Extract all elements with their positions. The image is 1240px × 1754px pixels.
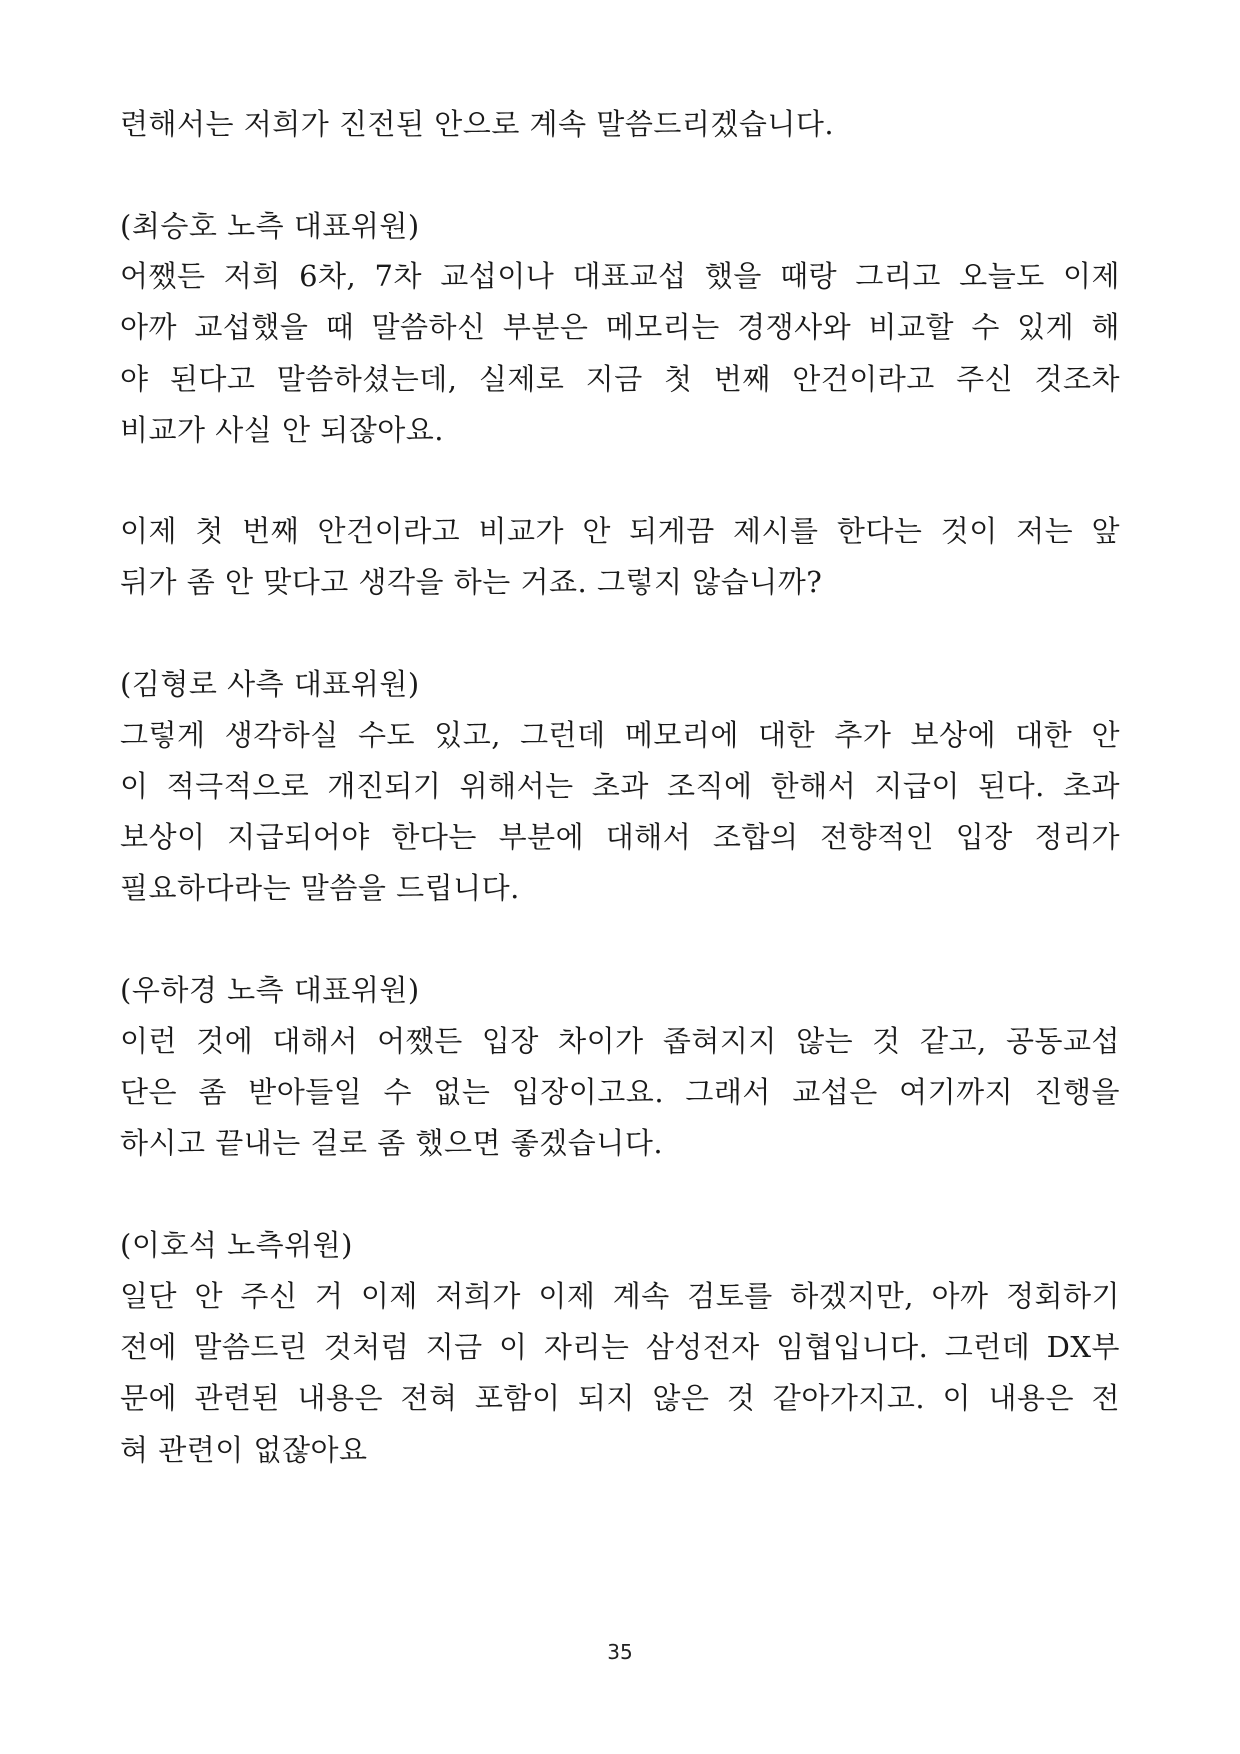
text-line: 일단 안 주신 거 이제 저희가 이제 계속 검토를 하겠지만, 아까 정회하기 [120, 1279, 1120, 1313]
text-line: 필요하다라는 말씀을 드립니다. [120, 871, 520, 905]
text-line: 이 적극적으로 개진되기 위해서는 초과 조직에 한해서 지급이 된다. 초과 [120, 769, 1120, 803]
page-number: 35 [607, 1640, 633, 1664]
text-line: 전에 말씀드린 것처럼 지금 이 자리는 삼성전자 임협입니다. 그런데 DX부 [120, 1330, 1120, 1364]
text-line: 야 된다고 말씀하셨는데, 실제로 지금 첫 번째 안건이라고 주신 것조차 [120, 362, 1120, 396]
text-line: 아까 교섭했을 때 말씀하신 부분은 메모리는 경쟁사와 비교할 수 있게 해 [120, 310, 1120, 344]
text-line: 비교가 사실 안 되잖아요. [120, 413, 445, 447]
text-line: 하시고 끝내는 걸로 좀 했으면 좋겠습니다. [120, 1126, 664, 1160]
text-line: 문에 관련된 내용은 전혀 포함이 되지 않은 것 같아가지고. 이 내용은 전 [120, 1381, 1120, 1415]
text-line: 어쨌든 저희 6차, 7차 교섭이나 대표교섭 했을 때랑 그리고 오늘도 이제 [120, 259, 1120, 293]
speaker-label: (우하경 노측 대표위원) [120, 973, 420, 1007]
speaker-label: (김형로 사측 대표위원) [120, 667, 420, 701]
speaker-label: (최승호 노측 대표위원) [120, 209, 420, 243]
speaker-label: (이호석 노측위원) [120, 1228, 353, 1262]
text-line: 혀 관련이 없잖아요 [120, 1433, 368, 1467]
text-line: 이제 첫 번째 안건이라고 비교가 안 되게끔 제시를 한다는 것이 저는 앞 [120, 514, 1120, 548]
text-line: 보상이 지급되어야 한다는 부분에 대해서 조합의 전향적인 입장 정리가 [120, 820, 1120, 854]
text-line: 이런 것에 대해서 어쨌든 입장 차이가 좁혀지지 않는 것 같고, 공동교섭 [120, 1024, 1120, 1058]
text-line: 련해서는 저희가 진전된 안으로 계속 말씀드리겠습니다. [120, 107, 835, 141]
text-line: 뒤가 좀 안 맞다고 생각을 하는 거죠. 그렇지 않습니까? [120, 565, 823, 599]
text-line: 그렇게 생각하실 수도 있고, 그런데 메모리에 대한 추가 보상에 대한 안 [120, 718, 1120, 752]
text-line: 단은 좀 받아들일 수 없는 입장이고요. 그래서 교섭은 여기까지 진행을 [120, 1075, 1120, 1109]
